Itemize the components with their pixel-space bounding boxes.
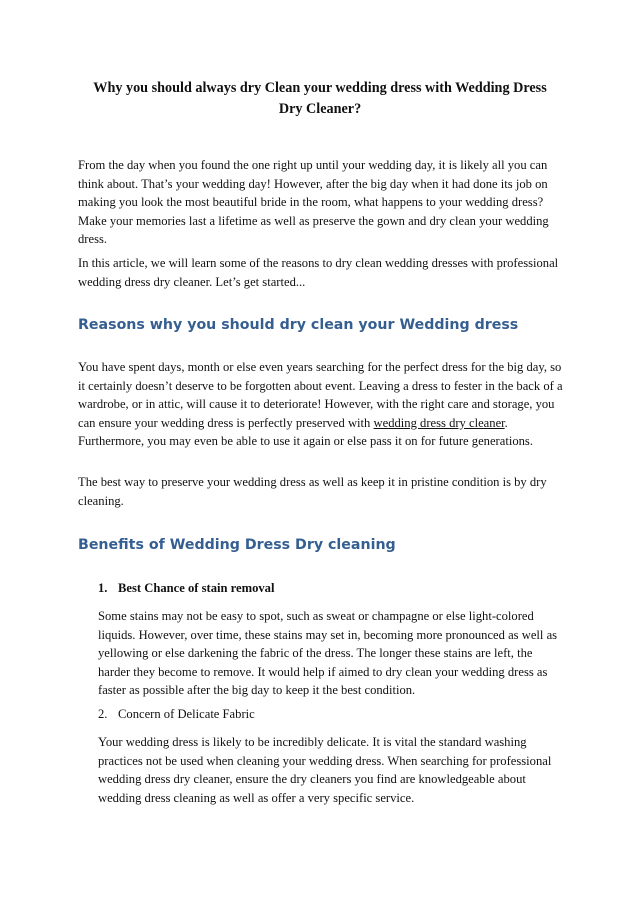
wedding-dress-dry-cleaner-link[interactable]: wedding dress dry cleaner	[373, 415, 505, 430]
section-heading-reasons: Reasons why you should dry clean your Wedding dress	[78, 317, 519, 333]
list-item-2-body: Your wedding dress is likely to be incredibly delicate. It is vital the standard washing practices not be used when cleaning your wedding dress. When searching for professional wedding dress dry cleaner, ensure the dry cleaners you find are knowledgeable about wedding dress cleaning as well as offer a very specific service.	[98, 735, 552, 805]
list-item-1-body: Some stains may not be easy to spot, such as sweat or champagne or else light-colored liquids. However, over time, these stains may set in, becoming more pronounced as well as yellowing or else darkening the fabric of the dress. The longer these stains are left, the harder they become to remove. It would help if aimed to dry clean your wedding dress as faster as possible after the big day to keep it the best condition.	[98, 609, 558, 698]
list-item-1-heading: Best Chance of stain removal	[118, 581, 275, 595]
section-heading-benefits: Benefits of Wedding Dress Dry cleaning	[78, 537, 396, 553]
list-item-1-number: 1.	[98, 581, 108, 595]
intro-paragraph-2: In this article, we will learn some of the reasons to dry clean wedding dresses with professional wedding dress dry cleaner. Let’s get started...	[78, 256, 559, 289]
list-item-2-number: 2.	[98, 707, 108, 721]
document-title	[78, 78, 562, 120]
intro-paragraph: From the day when you found the one right up until your wedding day, it is likely all you can think about. That’s your wedding day! However, after the big day when it had done its job on making you look the most beautiful bride in the room, what happens to your wedding dress? Make your memories last a lifetime as well as preserve the gown and dry clean your wedding dress.	[78, 158, 549, 247]
list-item-1-title	[98, 579, 274, 597]
list-item-2-heading: Concern of Delicate Fabric	[118, 707, 255, 721]
reasons-paragraph-1	[78, 358, 564, 451]
list-item-2-title	[98, 705, 255, 723]
reasons-text-before-link: You have spent days, month or else even years searching for the perfect dress for the big day, so it certainly doesn’t deserve to be forgotten about event. Leaving a dress to fester in the back of a wardrobe, or in attic, will cause it to deteriorate! However, with the right care and storage, you can ensure your wedding dress is perfectly preserved with	[78, 360, 563, 430]
title-line-2: Dry Cleaner?	[278, 101, 362, 117]
reasons-paragraph-2: The best way to preserve your wedding dress as well as keep it in pristine condition is by dry cleaning.	[78, 475, 547, 508]
title-line-1: Why you should always dry Clean your wedding dress with Wedding Dress	[93, 80, 547, 96]
reasons-text-after-link: . Furthermore, you may even be able to use it again or else pass it on for future generations.	[78, 415, 533, 449]
